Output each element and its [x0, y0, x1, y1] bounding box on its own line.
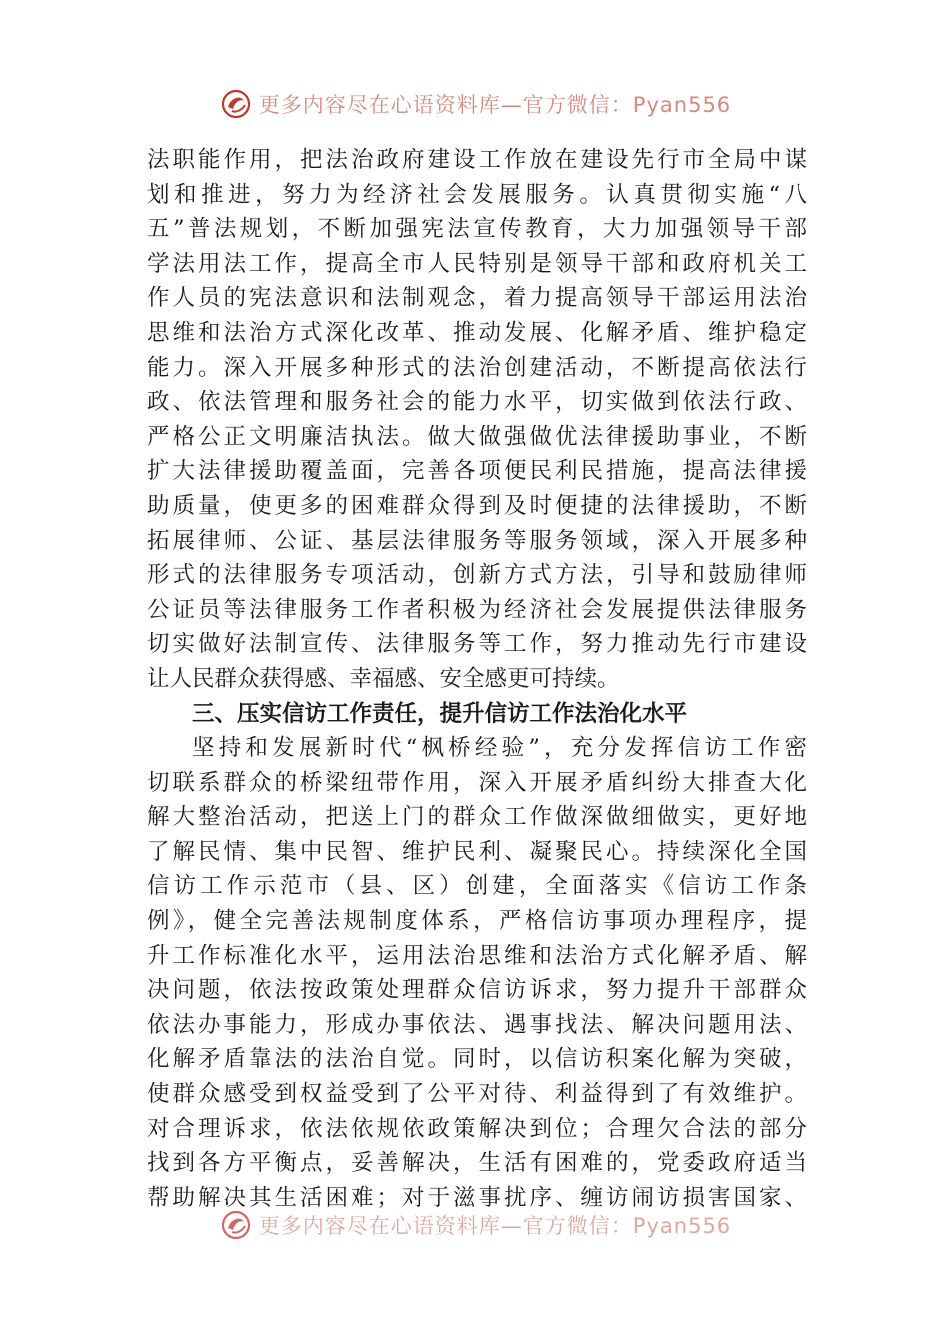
- watermark-text: 更多内容尽在心语资料库—官方微信：Pyan556: [258, 1214, 732, 1238]
- text-line: 划和推进，努力为经济社会发展服务。认真贯彻实施“八: [147, 181, 807, 208]
- text-line: 切实做好法制宣传、法律服务等工作，努力推动先行市建设: [147, 631, 807, 658]
- text-line: 依法办事能力，形成办事依法、遇事找法、解决问题用法、: [147, 1011, 807, 1038]
- red-swirl-logo-icon: [219, 87, 253, 121]
- text-line: 能力。深入开展多种形式的法治创建活动，不断提高依法行: [147, 354, 807, 381]
- header-watermark: [0, 84, 950, 124]
- text-line: 找到各方平衡点，妥善解决，生活有困难的，党委政府适当: [147, 1150, 807, 1177]
- text-line: 帮助解决其生活困难；对于滋事扰序、缠访闹访损害国家、: [147, 1184, 807, 1211]
- text-line: 法职能作用，把法治政府建设工作放在建设先行市全局中谋: [147, 147, 807, 173]
- text-line: 让人民群众获得感、幸福感、安全感更可持续。: [147, 665, 620, 692]
- text-line: 作人员的宪法意识和法制观念，着力提高领导干部运用法治: [147, 285, 807, 312]
- text-line: 拓展律师、公证、基层法律服务等服务领域，深入开展多种: [147, 527, 807, 554]
- text-line: 对合理诉求，依法依规依政策解决到位；合理欠合法的部分: [147, 1115, 807, 1142]
- footer-watermark: [0, 1205, 950, 1245]
- text-line: 政、依法管理和服务社会的能力水平，切实做到依法行政、: [147, 389, 807, 416]
- text-line: 扩大法律援助覆盖面，完善各项便民利民措施，提高法律援: [147, 458, 807, 485]
- text-line: 切联系群众的桥梁纽带作用，深入开展矛盾纠纷大排查大化: [147, 769, 807, 796]
- red-swirl-logo-icon: [219, 1208, 253, 1242]
- text-line: 决问题，依法按政策处理群众信访诉求，努力提升干部群众: [147, 977, 807, 1004]
- document-body: [147, 143, 807, 1215]
- text-line: 使群众感受到权益受到了公平对待、利益得到了有效维护。: [147, 1081, 807, 1108]
- text-line: 化解矛盾靠法的法治自觉。同时，以信访积案化解为突破，: [147, 1046, 807, 1073]
- text-line: 公证员等法律服务工作者积极为经济社会发展提供法律服务: [147, 596, 807, 623]
- text-line: 思维和法治方式深化改革、推动发展、化解矛盾、维护稳定: [147, 319, 807, 346]
- text-line: 了解民情、集中民智、维护民利、凝聚民心。持续深化全国: [147, 838, 807, 865]
- section-heading: 三、压实信访工作责任，提升信访工作法治化水平: [192, 700, 688, 727]
- text-line: 例》，健全完善法规制度体系，严格信访事项办理程序，提: [147, 908, 807, 935]
- text-line: 五”普法规划，不断加强宪法宣传教育，大力加强领导干部: [147, 216, 807, 243]
- text-line: 信访工作示范市（县、区）创建，全面落实《信访工作条: [147, 873, 807, 900]
- text-line: 解大整治活动，把送上门的群众工作做深做细做实，更好地: [147, 804, 807, 831]
- text-line: 助质量，使更多的困难群众得到及时便捷的法律援助，不断: [147, 492, 807, 519]
- text-line: 形式的法律服务专项活动，创新方式方法，引导和鼓励律师: [147, 562, 807, 589]
- text-line: 升工作标准化水平，运用法治思维和法治方式化解矛盾、解: [147, 942, 807, 969]
- text-line: 坚持和发展新时代“枫桥经验”，充分发挥信访工作密: [192, 735, 807, 762]
- text-line: 严格公正文明廉洁执法。做大做强做优法律援助事业，不断: [147, 423, 807, 450]
- watermark-text: 更多内容尽在心语资料库—官方微信：Pyan556: [258, 93, 732, 117]
- text-line: 学法用法工作，提高全市人民特别是领导干部和政府机关工: [147, 250, 807, 277]
